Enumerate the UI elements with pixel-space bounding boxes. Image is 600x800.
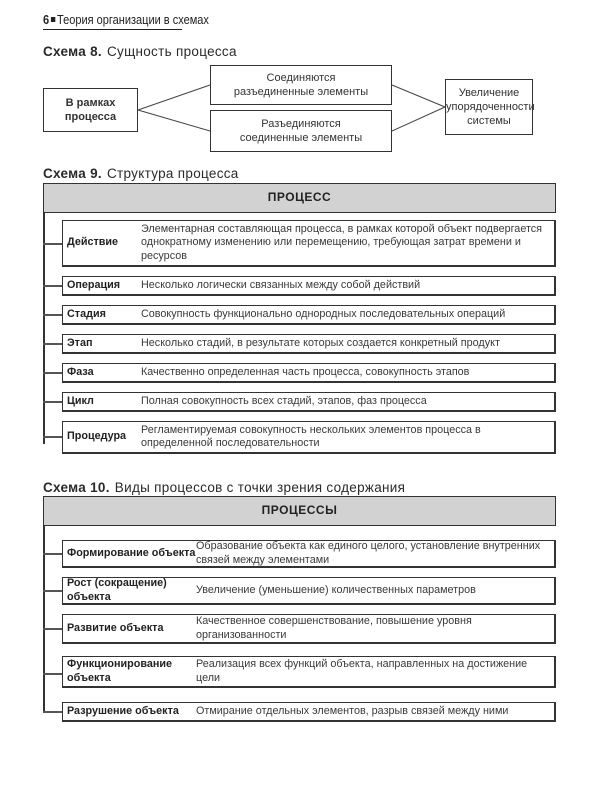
row-definition: Отмирание отдельных элементов, разрыв связей между ними: [196, 704, 509, 717]
connector-left-top: [138, 85, 210, 110]
branch-line: [43, 590, 63, 592]
branch-line: [43, 285, 63, 287]
row-term: Функционирование объекта: [67, 658, 173, 684]
branch-line: [43, 401, 63, 403]
row-term: Цикл: [67, 394, 94, 407]
row-definition: Полная совокупность всех стадий, этапов, фаз процесса: [141, 394, 427, 407]
row-term: Стадия: [67, 307, 106, 320]
table-row: [62, 702, 556, 722]
row-definition: Регламентируемая совокупность нескольких элементов процесса в определенной последовательности: [141, 423, 481, 449]
branch-line: [43, 553, 63, 555]
connector-left-bottom: [138, 110, 210, 131]
branch-line: [43, 673, 63, 675]
schema-9-header: ПРОЦЕСС: [43, 183, 556, 213]
book-title: Теория организации в схемах: [57, 13, 209, 27]
running-head: [43, 13, 209, 30]
branch-line: [43, 436, 63, 438]
schema-8-box-order-increase: Увеличение упорядоченности системы: [445, 79, 533, 135]
branch-line: [43, 711, 63, 713]
page-number: 6: [43, 13, 50, 27]
row-definition: Качественно определенная часть процесса, совокупность этапов: [141, 365, 470, 378]
schema-10-header: ПРОЦЕССЫ: [43, 496, 556, 526]
table-row: [62, 220, 556, 267]
schema-10-title: [43, 480, 405, 495]
row-term: Операция: [67, 278, 121, 291]
row-definition: Увеличение (уменьшение) количественных параметров: [196, 583, 476, 596]
branch-line: [43, 343, 63, 345]
table-row: [62, 577, 556, 605]
branch-line: [43, 243, 63, 245]
schema-8-title: [43, 44, 237, 59]
row-term: Рост (сокращение) объекта: [67, 577, 167, 603]
branch-line: [43, 628, 63, 630]
schema-8-heading: Сущность процесса: [106, 44, 237, 59]
schema-9-label: Схема 9.: [43, 166, 102, 181]
schema-8-box-within-process: В рамках процесса: [43, 88, 138, 132]
table-row: [62, 540, 556, 568]
table-row: [62, 392, 556, 412]
branch-line: [43, 314, 63, 316]
row-definition: Несколько стадий, в результате которых создается конкретный продукт: [141, 336, 500, 349]
row-definition: Совокупность функционально однородных последовательных операций: [141, 307, 506, 320]
schema-8-box-separate: Разъединяются соединенные элементы: [210, 110, 392, 152]
row-term: Фаза: [67, 365, 94, 378]
schema-9-title: [43, 166, 239, 181]
schema-10-heading: Виды процессов с точки зрения содержания: [114, 480, 406, 495]
row-term: Развитие объекта: [67, 621, 164, 634]
table-row: [62, 334, 556, 354]
row-definition: Качественное совершенствование, повышение уровня организованности: [196, 615, 472, 641]
schema-8-label: Схема 8.: [43, 44, 102, 59]
row-definition: Образование объекта как единого целого, установление внутренних связей между элементами: [196, 540, 541, 566]
table-row: [62, 614, 556, 644]
row-term: Разрушение объекта: [67, 704, 179, 717]
row-term: Формирование объекта: [67, 546, 196, 559]
square-bullet-icon: [51, 17, 55, 22]
schema-9-trunk-line: [43, 212, 45, 444]
row-term: Действие: [67, 236, 119, 249]
table-row: [62, 363, 556, 383]
row-term: Этап: [67, 336, 93, 349]
schema-10-label: Схема 10.: [43, 480, 110, 495]
row-definition: Элементарная составляющая процесса, в рамках которой объект подвергается однократному изменению или перемещению, требующая затрат времени и ресурсов: [141, 222, 543, 262]
row-definition: Несколько логически связанных между собой действий: [141, 278, 421, 291]
table-row: [62, 421, 556, 454]
schema-8-box-join: Соединяются разъединенные элементы: [210, 65, 392, 105]
schema-9-heading: Структура процесса: [106, 166, 239, 181]
row-term: Процедура: [67, 430, 127, 443]
connector-top-right: [392, 85, 445, 107]
branch-line: [43, 372, 63, 374]
table-row: [62, 276, 556, 296]
row-definition: Реализация всех функций объекта, направленных на достижение цели: [196, 658, 528, 684]
table-row: [62, 656, 556, 688]
connector-bottom-right: [392, 107, 445, 131]
table-row: [62, 305, 556, 325]
